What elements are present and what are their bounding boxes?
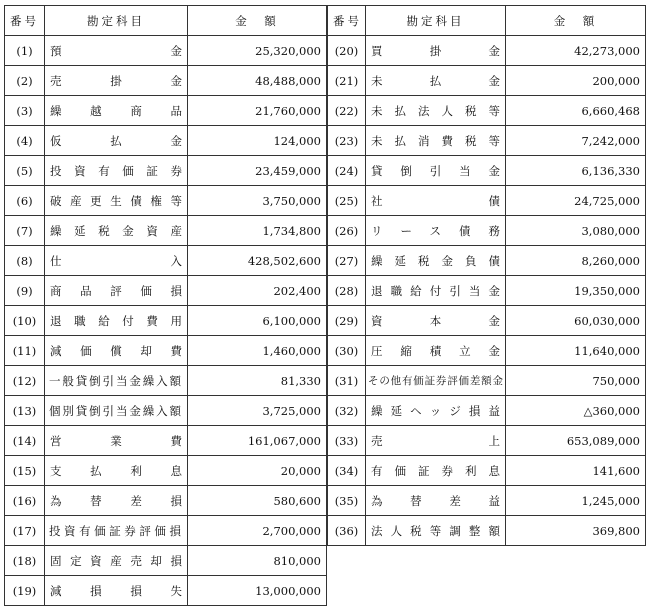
table-row [5,216,327,246]
account-name: 預金 [45,36,188,66]
row-number: (36) [328,516,366,546]
amount-value: 3,750,000 [188,186,327,216]
amount-value: 1,734,800 [188,216,327,246]
table-row [5,396,327,426]
amount-value: 750,000 [506,366,646,396]
account-name: 未払消費税等 [366,126,506,156]
row-number: (22) [328,96,366,126]
table-row [328,216,646,246]
row-number: (35) [328,486,366,516]
header-amount: 金 額 [188,6,327,36]
row-number: (8) [5,246,45,276]
amount-value: 19,350,000 [506,276,646,306]
amount-value: 8,260,000 [506,246,646,276]
row-number: (4) [5,126,45,156]
table-row [5,276,327,306]
table-row [328,426,646,456]
table-row [328,66,646,96]
row-number: (1) [5,36,45,66]
header-number: 番号 [328,6,366,36]
account-name: 圧縮積立金 [366,336,506,366]
account-name: 繰延税金負債 [366,246,506,276]
right-header-row [328,6,646,36]
row-number: (13) [5,396,45,426]
table-row [328,186,646,216]
amount-value: 25,320,000 [188,36,327,66]
table-row [5,36,327,66]
table-row [5,426,327,456]
amount-value: 653,089,000 [506,426,646,456]
amount-value: 6,136,330 [506,156,646,186]
amount-value: △360,000 [506,396,646,426]
amount-value: 428,502,600 [188,246,327,276]
account-name: 商品評価損 [45,276,188,306]
amount-value: 580,600 [188,486,327,516]
amount-value: 2,700,000 [188,516,327,546]
row-number: (23) [328,126,366,156]
account-name: 売上 [366,426,506,456]
amount-value: 7,242,000 [506,126,646,156]
table-row [5,66,327,96]
row-number: (7) [5,216,45,246]
table-row [328,126,646,156]
account-name: 繰越商品 [45,96,188,126]
amount-value: 20,000 [188,456,327,486]
table-row [328,246,646,276]
amount-value: 24,725,000 [506,186,646,216]
account-name: 繰延ヘッジ損益 [366,396,506,426]
account-name: 未払法人税等 [366,96,506,126]
row-number: (15) [5,456,45,486]
table-row [5,336,327,366]
row-number: (25) [328,186,366,216]
table-row [5,576,327,606]
header-account: 勘定科目 [366,6,506,36]
amount-value: 6,660,468 [506,96,646,126]
header-amount: 金 額 [506,6,646,36]
row-number: (14) [5,426,45,456]
table-row [5,246,327,276]
account-name: 貸倒引当金 [366,156,506,186]
amount-value: 13,000,000 [188,576,327,606]
amount-value: 3,080,000 [506,216,646,246]
account-name: 一般貸倒引当金繰入額 [45,366,188,396]
row-number: (3) [5,96,45,126]
table-row [328,96,646,126]
row-number: (21) [328,66,366,96]
account-name: 減価償却費 [45,336,188,366]
row-number: (18) [5,546,45,576]
account-name: 投資有価証券評価損 [45,516,188,546]
table-row [5,516,327,546]
row-number: (16) [5,486,45,516]
account-name: 支払利息 [45,456,188,486]
account-name: 仮払金 [45,126,188,156]
table-row [5,126,327,156]
amount-value: 1,460,000 [188,336,327,366]
row-number: (2) [5,66,45,96]
right-ledger-table [327,5,646,546]
left-header-row [5,6,327,36]
row-number: (5) [5,156,45,186]
row-number: (27) [328,246,366,276]
amount-value: 48,488,000 [188,66,327,96]
account-name: 退職給付費用 [45,306,188,336]
left-ledger-table [4,5,327,606]
row-number: (10) [5,306,45,336]
account-name: 為替差損 [45,486,188,516]
table-row [328,156,646,186]
account-name: 営業費 [45,426,188,456]
account-name: 有価証券利息 [366,456,506,486]
row-number: (20) [328,36,366,66]
table-row [5,156,327,186]
row-number: (11) [5,336,45,366]
amount-value: 124,000 [188,126,327,156]
amount-value: 60,030,000 [506,306,646,336]
account-name: 退職給付引当金 [366,276,506,306]
amount-value: 3,725,000 [188,396,327,426]
row-number: (34) [328,456,366,486]
account-name: 買掛金 [366,36,506,66]
table-row [5,96,327,126]
amount-value: 200,000 [506,66,646,96]
amount-value: 23,459,000 [188,156,327,186]
row-number: (29) [328,306,366,336]
account-name: 減損損失 [45,576,188,606]
amount-value: 42,273,000 [506,36,646,66]
account-name: 投資有価証券 [45,156,188,186]
account-name: 売掛金 [45,66,188,96]
header-number: 番号 [5,6,45,36]
account-name: 為替差益 [366,486,506,516]
row-number: (17) [5,516,45,546]
amount-value: 1,245,000 [506,486,646,516]
account-name: 破産更生債権等 [45,186,188,216]
account-name: 資本金 [366,306,506,336]
table-row [5,546,327,576]
table-row [5,486,327,516]
row-number: (32) [328,396,366,426]
account-name: 個別貸倒引当金繰入額 [45,396,188,426]
account-name: その他有価証券評価差額金 [366,366,506,396]
table-row [5,456,327,486]
table-row [328,456,646,486]
amount-value: 161,067,000 [188,426,327,456]
account-name: 繰延税金資産 [45,216,188,246]
account-name: 法人税等調整額 [366,516,506,546]
amount-value: 810,000 [188,546,327,576]
account-name: 未払金 [366,66,506,96]
header-account: 勘定科目 [45,6,188,36]
table-row [328,306,646,336]
table-row [5,306,327,336]
account-name: 固定資産売却損 [45,546,188,576]
row-number: (26) [328,216,366,246]
amount-value: 11,640,000 [506,336,646,366]
table-row [328,486,646,516]
row-number: (9) [5,276,45,306]
table-row [5,366,327,396]
amount-value: 369,800 [506,516,646,546]
row-number: (19) [5,576,45,606]
account-name: 仕入 [45,246,188,276]
table-row [328,396,646,426]
account-name: 社債 [366,186,506,216]
amount-value: 202,400 [188,276,327,306]
table-row [328,36,646,66]
table-row [328,276,646,306]
table-row [328,366,646,396]
amount-value: 6,100,000 [188,306,327,336]
row-number: (33) [328,426,366,456]
table-row [5,186,327,216]
row-number: (12) [5,366,45,396]
amount-value: 141,600 [506,456,646,486]
row-number: (31) [328,366,366,396]
amount-value: 21,760,000 [188,96,327,126]
amount-value: 81,330 [188,366,327,396]
table-row [328,516,646,546]
row-number: (24) [328,156,366,186]
row-number: (30) [328,336,366,366]
table-row [328,336,646,366]
row-number: (6) [5,186,45,216]
row-number: (28) [328,276,366,306]
account-name: リース債務 [366,216,506,246]
